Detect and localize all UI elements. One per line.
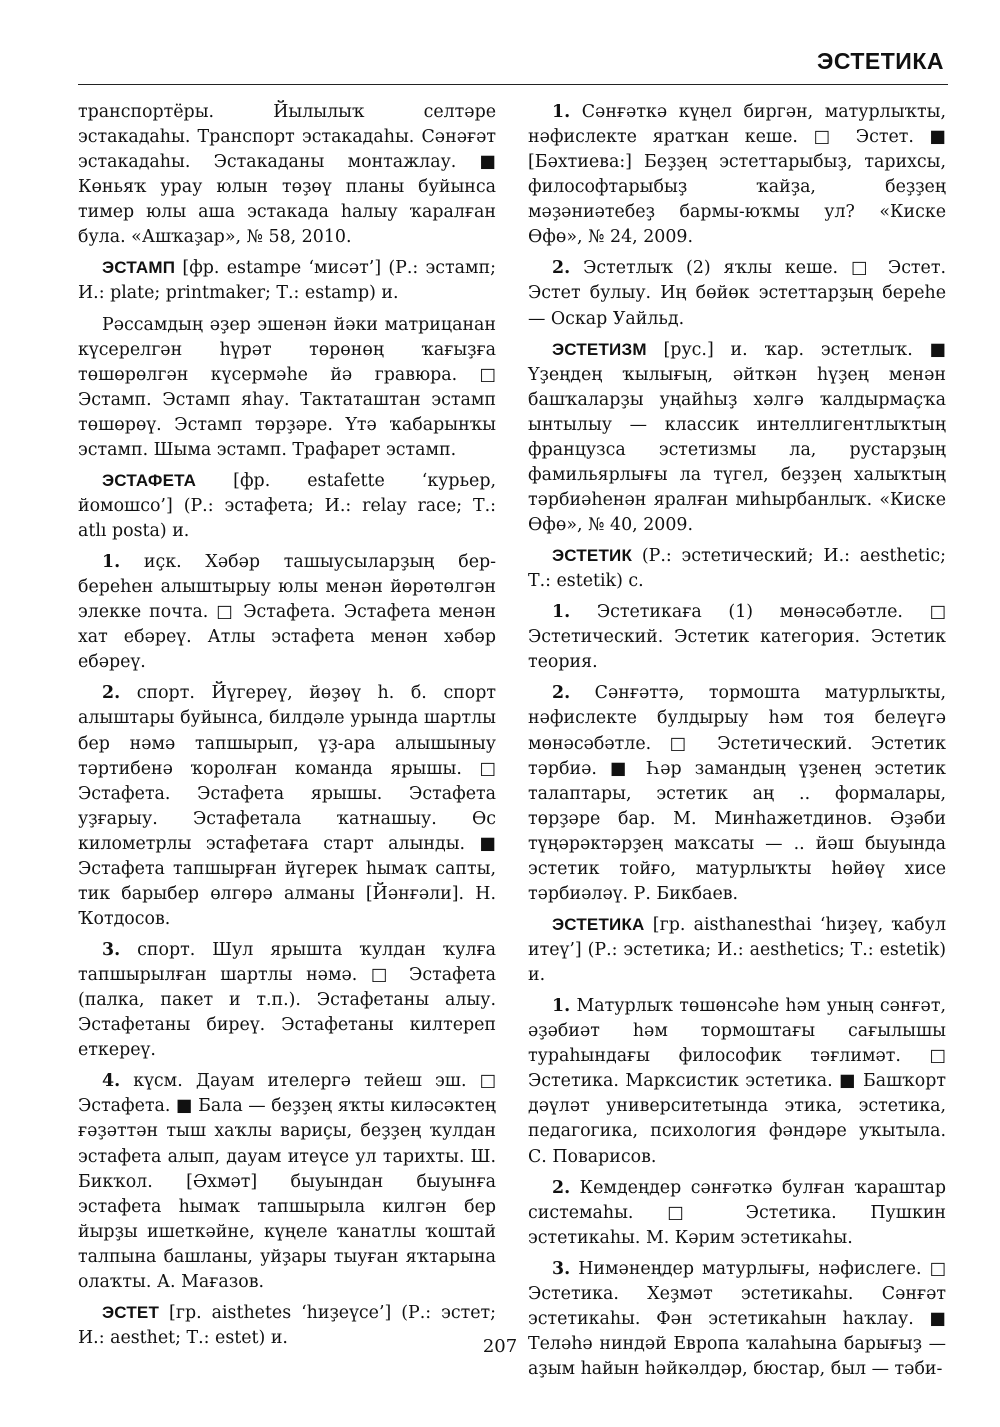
sense-number: 2. — [102, 683, 121, 704]
sense-number: 2. — [552, 258, 571, 279]
entry-continuation: транспортёры. Йылылыҡ селтәре эстакадаһы. Транспорт эстакадаһы. Сәнәғәт эстакадаһы. Эстакаданы монтажлау. ■ Көньяҡ урау юлын төҙөү планы буйынса тимер юлы аша эстакада һалыу ҡаралған була. «Ашҡаҙар», № 58, 2010. — [78, 102, 496, 248]
sense-number: 1. — [552, 602, 571, 623]
headword: ЭСТЕТ — [102, 1302, 160, 1322]
sense-number: 3. — [102, 940, 121, 960]
sense-3: 3. Нимәнеңдер матурлығы, нәфислеге. □ Эстетика. Хеҙмәт эстетикаһы. Сәнғәт эстетикаһы. Фән эстетикаһын һаҡлау. ■ Теләһә ниндәй Европа ҡалаһына барығыҙ — аҙым һайын һәйкәлдәр, бюстар, был — тәби- — [528, 1258, 946, 1379]
sense-1: 1. иҫк. Хәбәр ташыусыларҙың бер-береһен алыштырыу юлы менән йөрөтөлгән элекке почта. □ Эстафета. Эстафета менән хат ебәреү. Атлы эстафета менән хәбәр ебәреү. — [78, 552, 496, 673]
sense-number: 1. — [552, 996, 571, 1017]
sense-2: 2. Кемдеңдер сәнғәткә булған ҡараштар системаһы. □ Эстетика. Пушкин эстетикаһы. М. Кәрим эстетикаһы. — [528, 1177, 946, 1248]
headword: ЭСТАФЕТА — [102, 470, 197, 490]
entry-estetizm: ЭСТЕТИЗМ [рус.] и. ҡар. эстетлыҡ. ■ Үҙеңдең ҡылығың, әйткән һүҙең менән башҡаларҙы уңайһыҙ хәлгә ҡалдырмаҫҡа ынтылыу — классик интеллигентлыҡтың французса эстетизмы ла, рустарҙың фамильярлығы ла түгел, беҙҙең халыҡтың тәрбиәһенән яралған миһырбанлыҡ. «Киске Өфө», № 40, 2009. — [528, 339, 946, 535]
sense-1: 1. Эстетикаға (1) мөнәсәбәтле. □ Эстетический. Эстетик категория. Эстетик теория. — [528, 602, 946, 673]
headword: ЭСТЕТИК — [552, 546, 633, 566]
sense-number: 4. — [102, 1071, 121, 1092]
sense-1: 1. Матурлыҡ төшөнсәһе һәм уның сәнғәт, әҙәбиәт һәм тормоштағы сағылышы тураһындағы философик тәғлимәт. □ Эстетика. Марксистик эстетика. ■ Башҡорт дәүләт университетында этика, эстетика, педагогика, психология фәндәре уҡытыла. С. Поварисов. — [528, 996, 946, 1167]
sense: Рәссамдың әҙер эшенән йәки матрицанан күсерелгән һүрәт төрөнөң ҡағыҙға төшөрөлгән күсермәһе йә гравюра. □ Эстамп. Эстамп яһау. Тактаташтан эстамп төшөрөү. Эстамп төрҙәре. Үтә ҡабарынҡы эстамп. Шыма эстамп. Трафарет эстамп. — [78, 314, 496, 460]
entry-estafeta: ЭСТАФЕТА [фр. estafette ‘курьер, йомошсо’] (Р.: эстафета; И.: relay race; Т.: atlı posta) и. — [78, 470, 496, 541]
sense-number: 2. — [552, 1177, 571, 1198]
running-head: ЭСТЕТИКА — [816, 48, 944, 74]
sense-2: 2. Сәнғәттә, тормошта матурлыҡты, нәфислекте булдырыу һәм тоя белеүгә мөнәсәбәтле. □ Эстетический. Эстетик тәрбиә. ■ Һәр замандың үҙенең эстетик талаптары, эстетик аң .. формалары, төрҙәре бар. М. Минһажетдинов. Әҙәби түңәрәктәрҙең маҡсаты — .. йәш быуында эстетик тойғо, матурлыҡты һөйөү хисе тәрбиәләү. Р. Бикбаев. — [528, 683, 946, 904]
sense-2: 2. спорт. Йүгереү, йөҙөү һ. б. спорт алыштары буйынса, билдәле урында шартлы бер нәмә тапшырып, үҙ-ара алышыныу тәртибенә ҡоролған команда ярышы. □ Эстафета. Эстафета ярышы. Эстафета уҙғарыу. Эстафетала ҡатнашыу. Өс километрлы эстафетаға старт алынды. ■ Эстафета тапшырған йүгерек һымаҡ сапты, тик барыбер өлгөрә алманы [Йәнғәли]. Н. Ҡотдосов. — [78, 683, 496, 929]
sense-number: 1. — [552, 102, 571, 122]
sense-2: 2. Эстетлыҡ (2) яҡлы кеше. □ Эстет. Эстет булыу. Иң бөйөк эстеттарҙың береһе — Оскар Уайльд. — [528, 258, 946, 329]
entry-estet: ЭСТЕТ [гр. aisthetes ‘һиҙеүсе’] (Р.: эстет; И.: aesthet; Т.: estet) и. — [78, 1302, 496, 1348]
page-number: 207 — [482, 1336, 518, 1357]
left-column — [78, 100, 496, 1357]
right-column — [528, 100, 946, 1388]
sense-4: 4. күсм. Дауам ителергә тейеш эш. □ Эстафета. ■ Бала — беҙҙең яҡты киләсәктең ғәҙәттән тыш хаҡлы вариҫы, беҙҙең ҡулдан эстафета алып, дауам итеүсе ул тарихты. Ш. Бикҡол. [Әхмәт] быуындан быуынға эстафета һымаҡ тапшырыла килгән бер йырҙы ишеткәйне, күңеле ҡанатлы ҡоштай талпына башланы, уйҙары тыуған яҡтарына олаҡты. А. Мағазов. — [78, 1071, 496, 1292]
entry-estetika: ЭСТЕТИКА [гр. aisthanesthai ‘һиҙеү, ҡабул итеү’] (Р.: эстетика; И.: aesthetics; Т.: estetik) и. — [528, 914, 946, 986]
sense-number: 2. — [552, 683, 571, 704]
entry-estamp: ЭСТАМП [фр. estampe ‘мисәт’] (Р.: эстамп; И.: plate; printmaker; Т.: estamp) и. — [78, 258, 496, 304]
headword: ЭСТАМП — [102, 258, 176, 278]
header-rule — [78, 84, 948, 85]
sense-1: 1. Сәнғәткә күңел биргән, матурлыҡты, нәфислекте яратҡан кеше. □ Эстет. ■ [Бәхтиева:] Беҙҙең эстеттарыбыҙ, тарихсы, философтарыбыҙ ҡайҙа, беҙҙең мәҙәниәтебеҙ бармы-юҡмы ул? «Киске Өфө», № 24, 2009. — [528, 102, 946, 248]
sense-number: 1. — [102, 552, 121, 573]
headword: ЭСТЕТИЗМ — [552, 339, 647, 359]
entry-estetik: ЭСТЕТИК (Р.: эстетический; И.: aesthetic; Т.: estetik) с. — [528, 546, 946, 592]
headword: ЭСТЕТИКА — [552, 914, 645, 934]
sense-number: 3. — [552, 1258, 571, 1279]
sense-3: 3. спорт. Шул ярышта ҡулдан ҡулға тапшырылған шартлы нәмә. □ Эстафета (палка, пакет и т.п.). Эстафетаны алыу. Эстафетаны биреү. Эстафетаны килтереп еткереү. — [78, 940, 496, 1061]
